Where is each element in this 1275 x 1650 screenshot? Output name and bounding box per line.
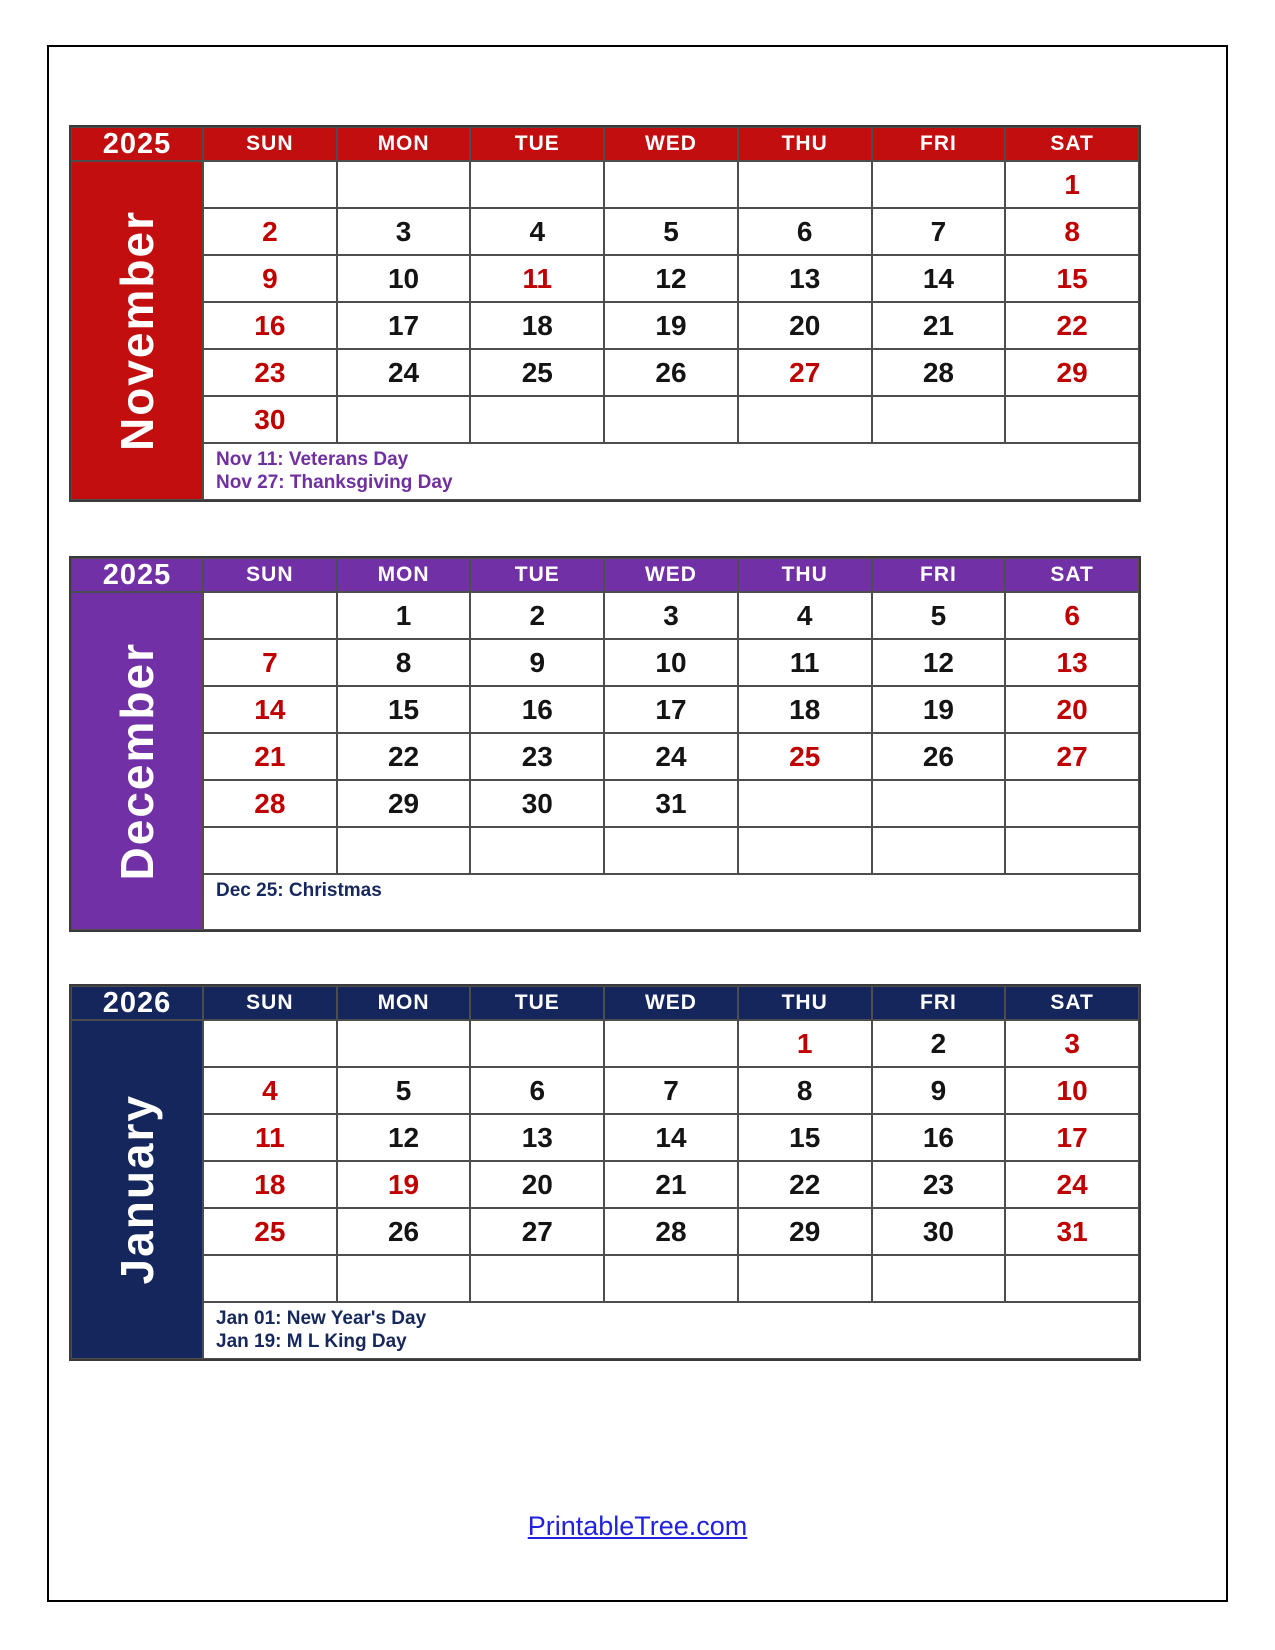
day-header-fri: FRI [872,558,1006,592]
date-cell-2: 2 [470,592,604,639]
date-cell-14: 14 [604,1114,738,1161]
date-cell-20: 20 [738,302,872,349]
date-cell-11: 11 [470,255,604,302]
date-cell-24: 24 [337,349,471,396]
date-cell-17: 17 [1005,1114,1139,1161]
day-header-sat: SAT [1005,558,1139,592]
date-cell-5: 5 [604,208,738,255]
date-cell-7: 7 [203,639,337,686]
date-cell-17: 17 [337,302,471,349]
date-cell-26: 26 [872,733,1006,780]
date-cell-30: 30 [872,1208,1006,1255]
date-cell-empty [604,1255,738,1302]
day-header-sun: SUN [203,558,337,592]
date-cell-20: 20 [1005,686,1139,733]
date-cell-empty [470,161,604,208]
date-cell-empty [1005,396,1139,443]
printabletree-link[interactable]: PrintableTree.com [527,1511,748,1541]
date-cell-6: 6 [738,208,872,255]
date-cell-8: 8 [337,639,471,686]
date-cell-3: 3 [337,208,471,255]
calendar-grid-november [69,125,1141,502]
date-cell-21: 21 [203,733,337,780]
date-cell-empty [203,1020,337,1067]
date-cell-12: 12 [337,1114,471,1161]
date-cell-empty [872,780,1006,827]
day-header-fri: FRI [872,986,1006,1020]
date-cell-25: 25 [470,349,604,396]
date-cell-9: 9 [872,1067,1006,1114]
date-cell-14: 14 [872,255,1006,302]
date-cell-4: 4 [470,208,604,255]
date-cell-empty [203,161,337,208]
date-cell-12: 12 [604,255,738,302]
holiday-notes [203,874,1139,930]
date-cell-3: 3 [604,592,738,639]
date-cell-23: 23 [470,733,604,780]
date-cell-1: 1 [1005,161,1139,208]
month-sidebar [71,1020,203,1359]
date-cell-15: 15 [1005,255,1139,302]
date-cell-28: 28 [203,780,337,827]
date-cell-13: 13 [738,255,872,302]
date-cell-14: 14 [203,686,337,733]
date-cell-24: 24 [1005,1161,1139,1208]
holiday-note: Nov 11: Veterans Day [216,449,409,470]
date-cell-empty [738,780,872,827]
day-header-mon: MON [337,986,471,1020]
date-cell-28: 28 [604,1208,738,1255]
day-header-thu: THU [738,558,872,592]
date-cell-5: 5 [337,1067,471,1114]
date-cell-20: 20 [470,1161,604,1208]
day-header-sat: SAT [1005,986,1139,1020]
day-header-wed: WED [604,986,738,1020]
date-cell-empty [1005,780,1139,827]
date-cell-21: 21 [872,302,1006,349]
date-cell-22: 22 [738,1161,872,1208]
date-cell-empty [470,1020,604,1067]
day-header-tue: TUE [470,986,604,1020]
date-cell-empty [470,827,604,874]
date-cell-15: 15 [738,1114,872,1161]
year-label: 2025 [71,127,203,161]
date-cell-4: 4 [738,592,872,639]
date-cell-empty [872,827,1006,874]
date-cell-29: 29 [738,1208,872,1255]
day-header-thu: THU [738,986,872,1020]
date-cell-24: 24 [604,733,738,780]
day-header-sun: SUN [203,986,337,1020]
date-cell-empty [1005,1255,1139,1302]
date-cell-empty [604,161,738,208]
day-header-sat: SAT [1005,127,1139,161]
date-cell-empty [1005,827,1139,874]
date-cell-empty [470,396,604,443]
date-cell-empty [738,827,872,874]
date-cell-29: 29 [1005,349,1139,396]
date-cell-4: 4 [203,1067,337,1114]
calendar-grid-december [69,556,1141,932]
day-header-thu: THU [738,127,872,161]
month-name-label: January [111,1094,163,1285]
date-cell-13: 13 [1005,639,1139,686]
day-header-fri: FRI [872,127,1006,161]
date-cell-empty [872,161,1006,208]
holiday-note: Dec 25: Christmas [216,880,382,901]
month-section-december [69,556,1141,932]
month-name-label: December [111,641,163,881]
date-cell-23: 23 [203,349,337,396]
month-section-november [69,125,1141,502]
date-cell-empty [604,396,738,443]
date-cell-empty [738,396,872,443]
date-cell-empty [337,396,471,443]
date-cell-27: 27 [1005,733,1139,780]
date-cell-26: 26 [604,349,738,396]
date-cell-27: 27 [738,349,872,396]
date-cell-15: 15 [337,686,471,733]
calendar-grid-january [69,984,1141,1361]
date-cell-empty [203,592,337,639]
day-header-wed: WED [604,558,738,592]
month-name-label: November [111,210,163,451]
date-cell-16: 16 [872,1114,1006,1161]
date-cell-25: 25 [203,1208,337,1255]
date-cell-31: 31 [1005,1208,1139,1255]
date-cell-10: 10 [1005,1067,1139,1114]
date-cell-18: 18 [203,1161,337,1208]
date-cell-empty [337,1020,471,1067]
date-cell-empty [337,161,471,208]
date-cell-8: 8 [738,1067,872,1114]
date-cell-29: 29 [337,780,471,827]
year-label: 2025 [71,558,203,592]
date-cell-21: 21 [604,1161,738,1208]
year-label: 2026 [71,986,203,1020]
day-header-wed: WED [604,127,738,161]
date-cell-17: 17 [604,686,738,733]
date-cell-empty [337,1255,471,1302]
date-cell-22: 22 [337,733,471,780]
date-cell-23: 23 [872,1161,1006,1208]
day-header-sun: SUN [203,127,337,161]
month-sidebar [71,592,203,930]
holiday-notes [203,1302,1139,1359]
date-cell-3: 3 [1005,1020,1139,1067]
page-border [47,45,1228,1602]
date-cell-2: 2 [203,208,337,255]
date-cell-6: 6 [470,1067,604,1114]
date-cell-empty [872,1255,1006,1302]
date-cell-empty [203,827,337,874]
holiday-note: Nov 27: Thanksgiving Day [216,472,453,493]
day-header-mon: MON [337,127,471,161]
date-cell-28: 28 [872,349,1006,396]
date-cell-31: 31 [604,780,738,827]
date-cell-18: 18 [738,686,872,733]
date-cell-16: 16 [470,686,604,733]
footer [49,1511,1226,1542]
date-cell-8: 8 [1005,208,1139,255]
date-cell-empty [738,1255,872,1302]
date-cell-19: 19 [872,686,1006,733]
date-cell-2: 2 [872,1020,1006,1067]
date-cell-empty [604,1020,738,1067]
date-cell-empty [604,827,738,874]
date-cell-19: 19 [604,302,738,349]
date-cell-10: 10 [337,255,471,302]
date-cell-13: 13 [470,1114,604,1161]
date-cell-7: 7 [604,1067,738,1114]
date-cell-22: 22 [1005,302,1139,349]
date-cell-9: 9 [203,255,337,302]
day-header-tue: TUE [470,558,604,592]
date-cell-5: 5 [872,592,1006,639]
day-header-tue: TUE [470,127,604,161]
date-cell-30: 30 [470,780,604,827]
date-cell-1: 1 [337,592,471,639]
date-cell-11: 11 [738,639,872,686]
date-cell-empty [872,396,1006,443]
holiday-note: Jan 19: M L King Day [216,1331,407,1352]
date-cell-11: 11 [203,1114,337,1161]
date-cell-27: 27 [470,1208,604,1255]
date-cell-1: 1 [738,1020,872,1067]
date-cell-empty [470,1255,604,1302]
date-cell-empty [203,1255,337,1302]
date-cell-7: 7 [872,208,1006,255]
date-cell-10: 10 [604,639,738,686]
day-header-mon: MON [337,558,471,592]
date-cell-16: 16 [203,302,337,349]
date-cell-26: 26 [337,1208,471,1255]
date-cell-18: 18 [470,302,604,349]
date-cell-30: 30 [203,396,337,443]
holiday-note: Jan 01: New Year's Day [216,1308,427,1329]
holiday-notes [203,443,1139,500]
date-cell-empty [738,161,872,208]
date-cell-12: 12 [872,639,1006,686]
date-cell-empty [337,827,471,874]
month-section-january [69,984,1141,1361]
date-cell-9: 9 [470,639,604,686]
date-cell-6: 6 [1005,592,1139,639]
month-sidebar [71,161,203,500]
date-cell-25: 25 [738,733,872,780]
date-cell-19: 19 [337,1161,471,1208]
